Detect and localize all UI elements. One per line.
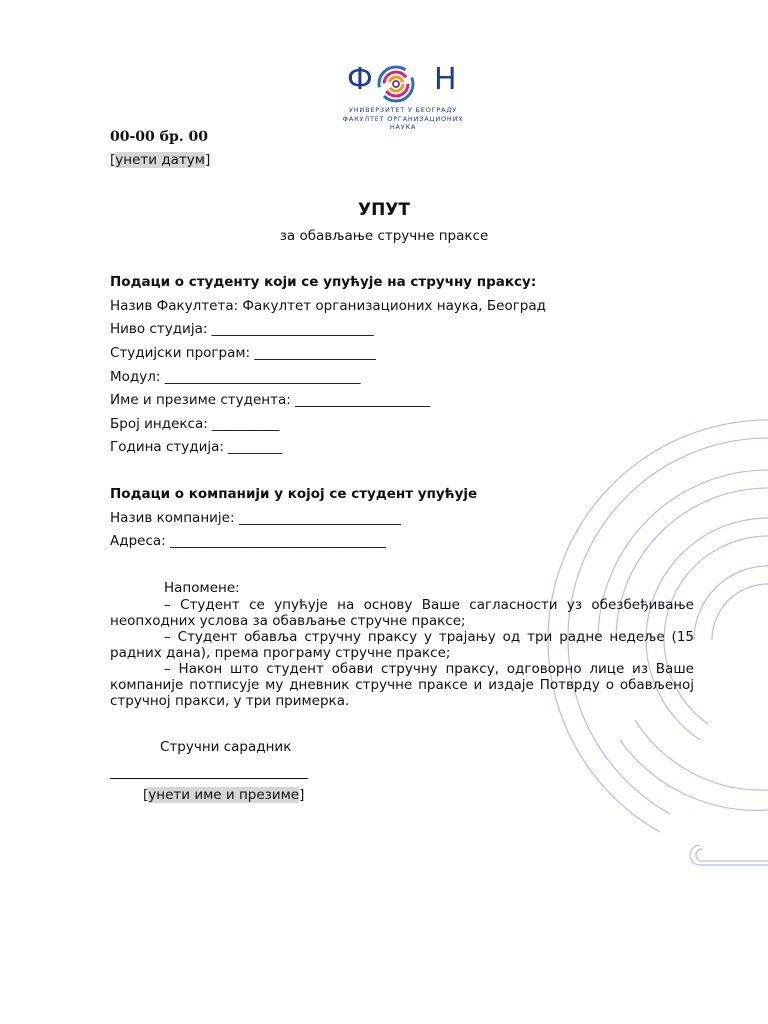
index-number-field[interactable]: Број индекса: __________: [110, 416, 280, 432]
signatory-role: Стручни сарадник: [160, 739, 292, 755]
logo-university: УНИВЕРЗИТЕТ У БЕОГРАДУ: [348, 106, 458, 114]
note-item-3: – Након што студент обави стручну праксу, одговорно лице из Ваше компаније потписује му дневник стручне праксе и издаје Потврду о обављеној стручној пракси, у три примерка.: [110, 661, 694, 709]
name-bracket-open: [: [143, 787, 149, 803]
reference-number: 00-00 бр. 00: [110, 129, 209, 145]
document-subtitle: за обављање стручне праксе: [279, 228, 489, 244]
logo-letter-n: Н: [434, 62, 457, 97]
faculty-name-line: Назив Факултета: Факултет организационих наука, Београд: [110, 298, 546, 314]
study-program-field[interactable]: Студијски програм: __________________: [110, 345, 376, 361]
note-item-1: – Студент се упућује на основу Ваше сагласности уз обезбеђивање неопходних услова за обављање стручне праксе;: [110, 597, 694, 629]
date-bracket-close: ]: [204, 152, 211, 168]
logo-rings-icon: [376, 64, 416, 104]
logo-letter-f: Ф: [347, 62, 373, 97]
study-level-field[interactable]: Ниво студија: ________________________: [110, 321, 374, 337]
name-bracket-close: ]: [299, 787, 305, 803]
note-item-2: – Студент обавља стручну праксу у трајању од три радне недеље (15 радних дана), према програму стручне праксе;: [110, 629, 694, 661]
company-name-field[interactable]: Назив компаније: ________________________: [110, 510, 401, 526]
faculty-logo: [330, 58, 476, 131]
study-year-field[interactable]: Година студија: ________: [110, 439, 283, 455]
student-section-heading: Подаци о студенту који се упућује на стручну праксу:: [110, 274, 537, 290]
document-title: УПУТ: [357, 200, 411, 220]
date-bracket-open: [: [110, 152, 116, 168]
student-name-field[interactable]: Име и презиме студента: ____________________: [110, 392, 431, 408]
signatory-name-field[interactable]: [143, 787, 304, 803]
signatory-name-placeholder[interactable]: унети име и презиме: [148, 787, 300, 803]
signature-line: [110, 778, 308, 779]
date-placeholder[interactable]: унети датум: [115, 152, 205, 168]
company-section-heading: Подаци о компанији у којој се студент упућује: [110, 486, 478, 502]
module-field[interactable]: Модул: _____________________________: [110, 369, 361, 385]
notes-label: Напомене:: [164, 580, 240, 596]
date-field[interactable]: [110, 152, 210, 168]
logo-faculty: ФАКУЛТЕТ ОРГАНИЗАЦИОНИХ НАУКА: [342, 115, 464, 131]
company-address-field[interactable]: Адреса: ________________________________: [110, 533, 386, 549]
